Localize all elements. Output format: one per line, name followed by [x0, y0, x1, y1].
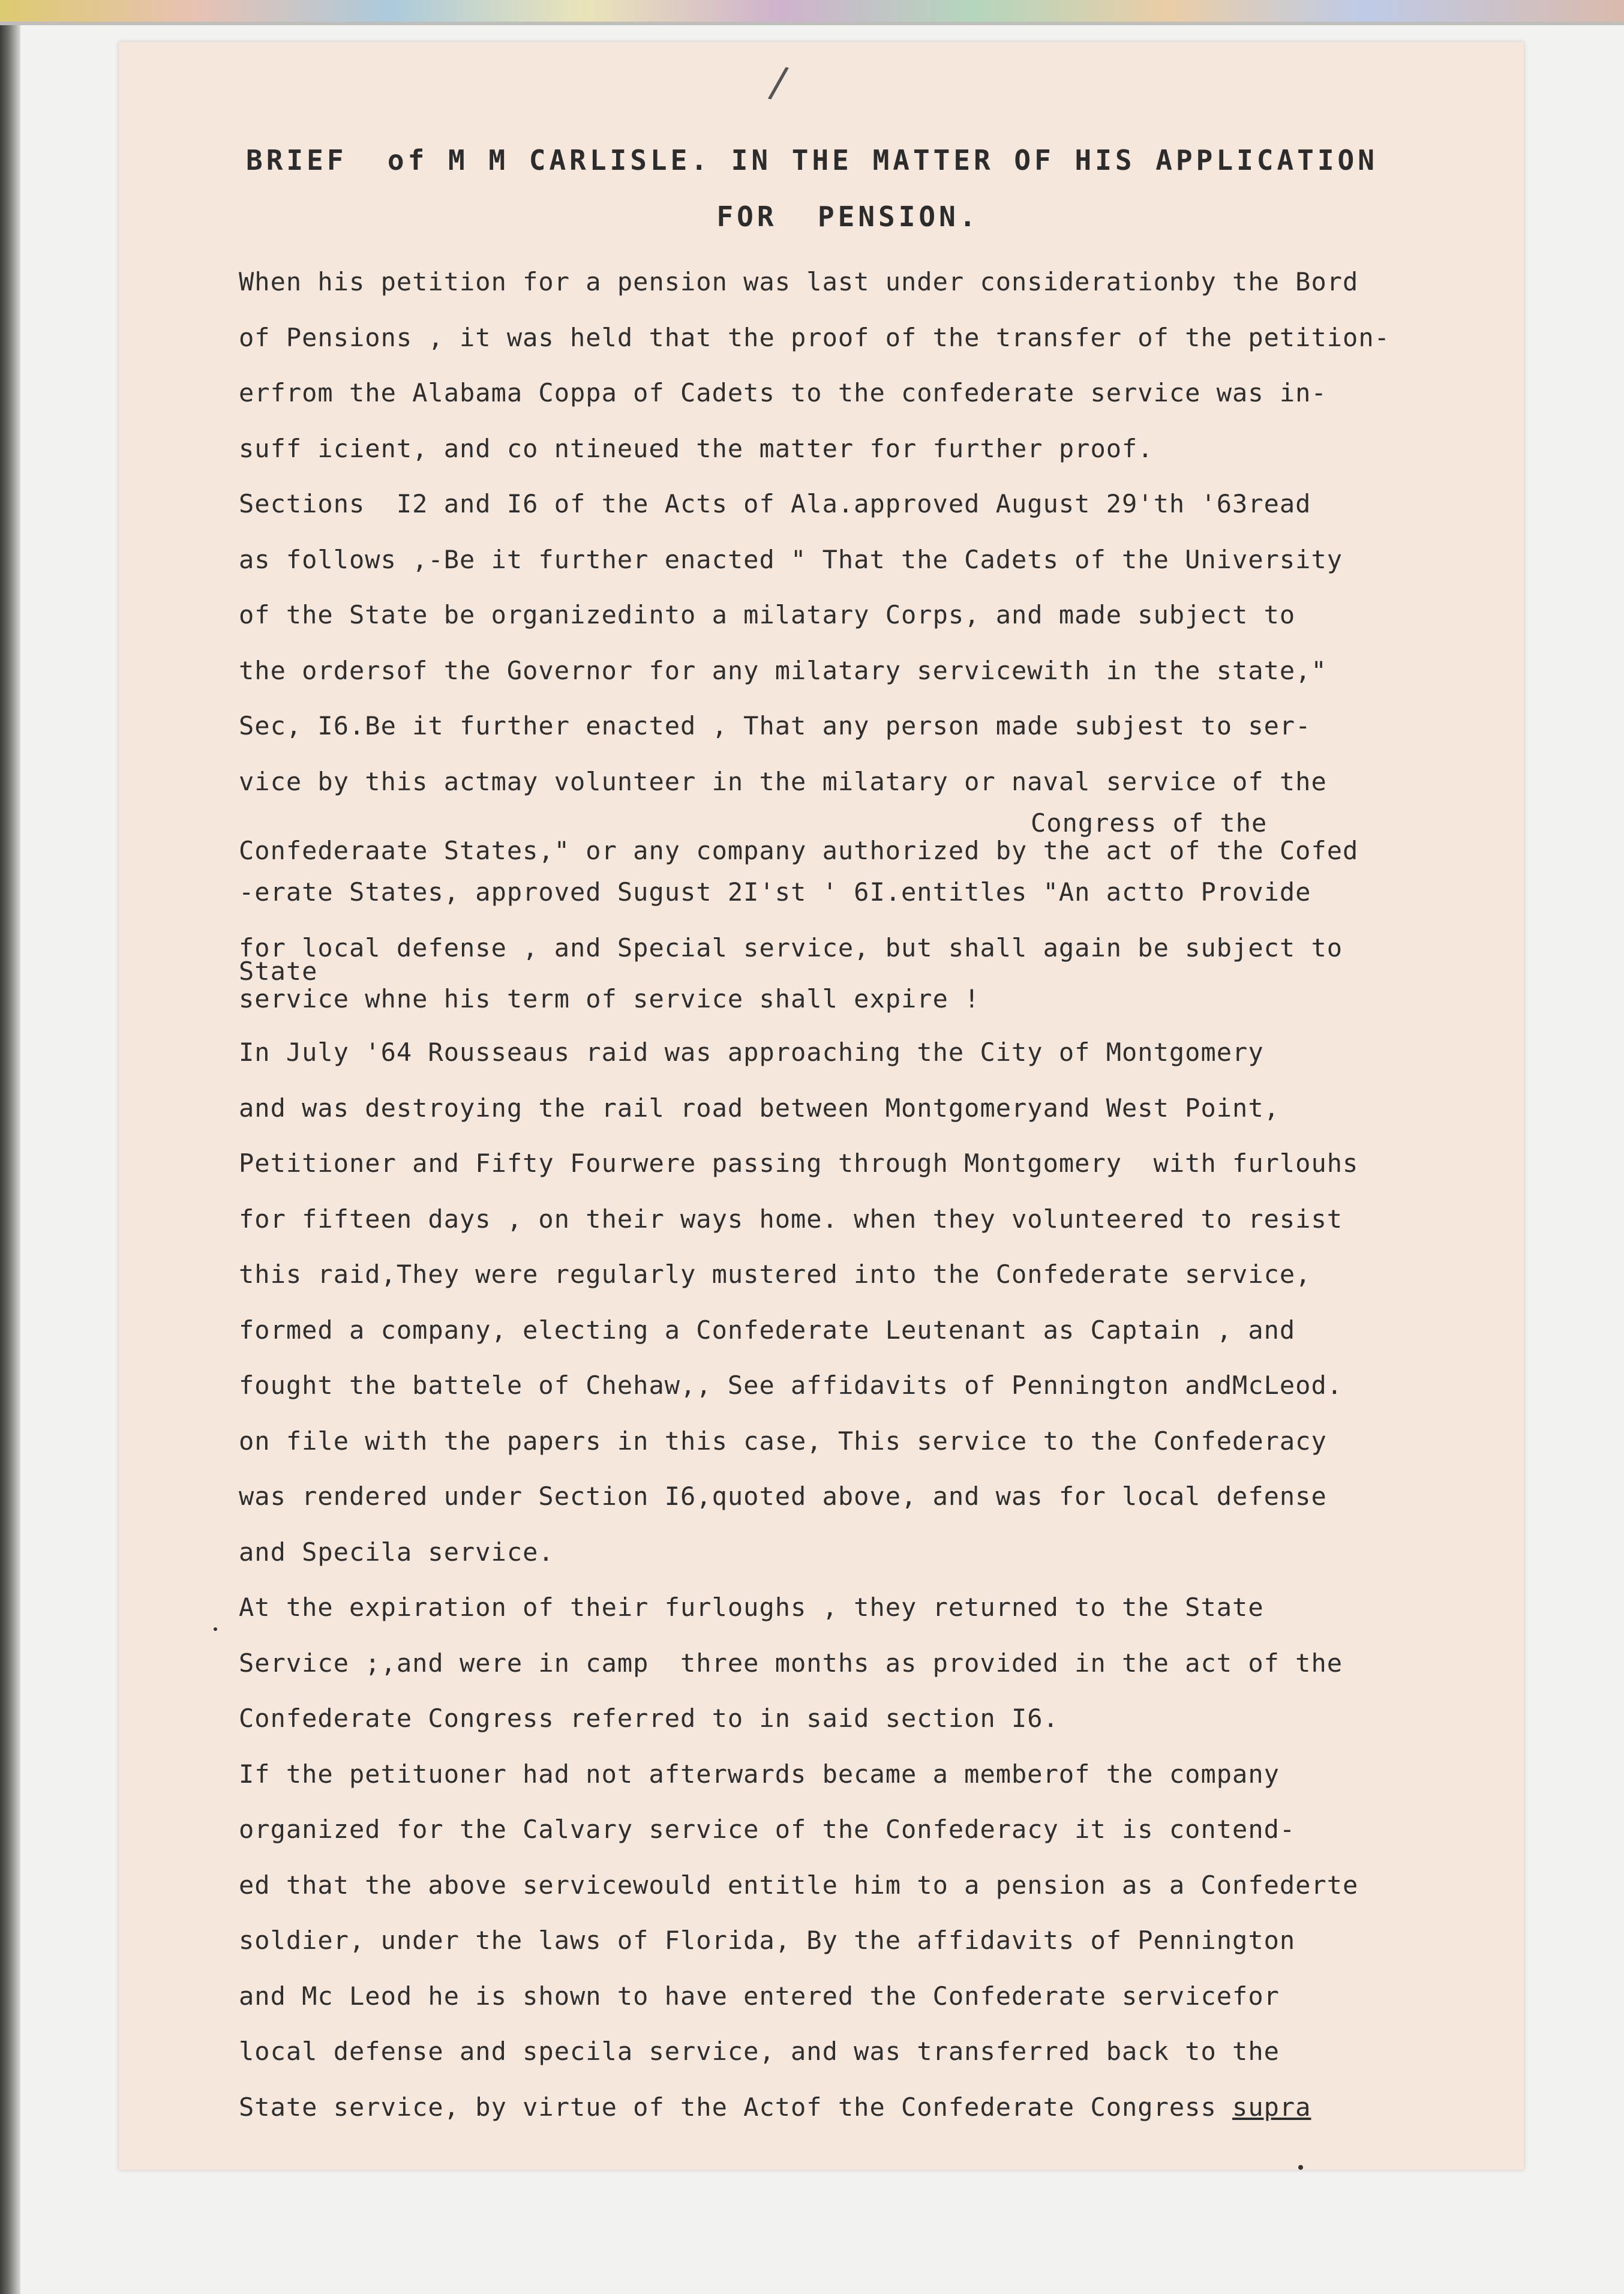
- body-line: ed that the above servicewould entitle him to a pension as a Confederte: [239, 1870, 1359, 1900]
- body-line: erfrom the Alabama Coppa of Cadets to the confederate service was in-: [239, 378, 1327, 407]
- body-line: and Mc Leod he is shown to have entered the Confederate servicefor: [239, 1981, 1280, 2011]
- body-line-last: [239, 2080, 1439, 2136]
- body-line: on file with the papers in this case, This service to the Confederacy: [239, 1426, 1327, 1456]
- body-line: of Pensions , it was held that the proof of the transfer of the petition-: [239, 322, 1390, 352]
- body-line: Service ;,and were in camp three months as provided in the act of the: [239, 1648, 1343, 1678]
- document-body: [239, 254, 1439, 2135]
- body-line: of the State be organizedinto a milatary Corps, and made subject to: [239, 600, 1296, 629]
- page-mark: /: [766, 56, 791, 108]
- interlinear-insertion: State: [239, 956, 318, 986]
- body-line: suff icient, and co ntineued the matter for further proof.: [239, 433, 1154, 463]
- body-line: vice by this actmay volunteer in the milatary or naval service of the: [239, 766, 1327, 796]
- body-line: -erate States, approved Sugust 2I'st ' 6I.entitles "An actto Provide: [239, 877, 1311, 907]
- body-line: formed a company, electing a Confederate Leutenant as Captain , and: [239, 1315, 1296, 1345]
- body-line: soldier, under the laws of Florida, By the affidavits of Pennington: [239, 1926, 1296, 1955]
- scanner-left-edge: [0, 25, 20, 2294]
- body-line: service whne his term of service shall expire !: [239, 984, 980, 1013]
- body-line: If the petituoner had not afterwards became a memberof the company: [239, 1759, 1280, 1789]
- body-line: Sections I2 and I6 of the Acts of Ala.approved August 29'th '63read: [239, 489, 1311, 518]
- body-line-text: State service, by virtue of the Actof the Confederate Congress: [239, 2092, 1233, 2122]
- body-line: and was destroying the rail road between Montgomeryand West Point,: [239, 1093, 1280, 1123]
- body-line: In July '64 Rousseaus raid was approaching the City of Montgomery: [239, 1037, 1264, 1067]
- document-subheading: FOR PENSION.: [716, 200, 980, 233]
- scanner-strip-edge: [0, 22, 1624, 25]
- body-line: Sec, I6.Be it further enacted , That any person made subjest to ser-: [239, 711, 1311, 740]
- body-line: for local defense , and Special service, but shall again be subject to: [239, 932, 1343, 962]
- ink-speck: [214, 1627, 217, 1631]
- body-line: Petitioner and Fifty Fourwere passing through Montgomery with furlouhs: [239, 1149, 1359, 1178]
- body-line: When his petition for a pension was last under considerationby the Bord: [239, 267, 1359, 296]
- body-line: as follows ,-Be it further enacted " That the Cadets of the University: [239, 544, 1343, 574]
- document-heading: BRIEF of M M CARLISLE. IN THE MATTER OF HIS APPLICATION: [246, 144, 1378, 176]
- body-line: Confederate Congress referred to in said section I6.: [239, 1704, 1059, 1733]
- body-line: fought the battele of Chehaw,, See affidavits of Pennington andMcLeod.: [239, 1371, 1343, 1400]
- body-line: was rendered under Section I6,quoted above, and was for local defense: [239, 1482, 1327, 1511]
- body-line: and Specila service.: [239, 1537, 554, 1567]
- underlined-word: supra: [1232, 2092, 1311, 2122]
- body-line: this raid,They were regularly mustered into the Confederate service,: [239, 1260, 1311, 1289]
- interlinear-insertion: Congress of the: [1031, 808, 1268, 838]
- ink-speck: [1298, 2165, 1303, 2170]
- body-line: organized for the Calvary service of the Confederacy it is contend-: [239, 1815, 1296, 1844]
- body-line: At the expiration of their furloughs , they returned to the State: [239, 1593, 1264, 1622]
- body-line: Confederaate States," or any company authorized by the act of the Cofed: [239, 836, 1359, 865]
- body-line: local defense and specila service, and was transferred back to the: [239, 2037, 1280, 2066]
- scanner-color-strip: [0, 0, 1624, 22]
- body-line: the ordersof the Governor for any milatary servicewith in the state,": [239, 655, 1327, 685]
- body-line: for fifteen days , on their ways home. when they volunteered to resist: [239, 1204, 1343, 1234]
